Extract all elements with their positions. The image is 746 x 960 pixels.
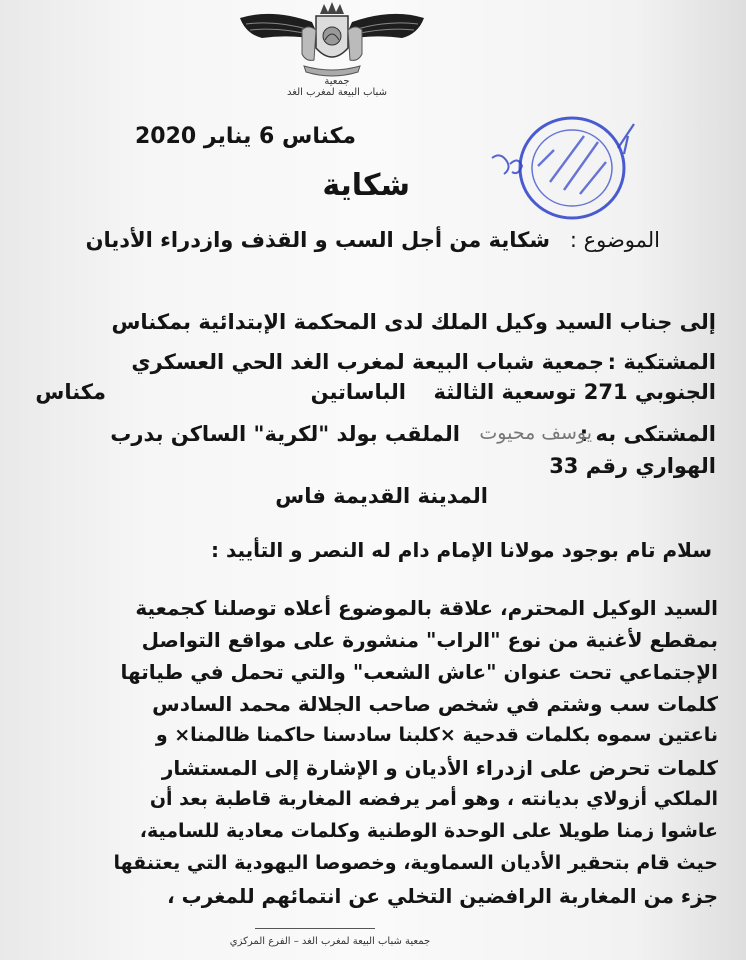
- complainant-city: مكناس: [35, 380, 106, 404]
- defendant-label: المشتكى به :: [579, 422, 716, 446]
- body-line: بمقطع لأغنية من نوع "الراب" منشورة على مواقع التواصل: [141, 628, 718, 652]
- greeting: سلام تام بوجود مولانا الإمام دام له النصر و التأييد :: [210, 538, 712, 562]
- body-line: جزء من المغاربة الرافضين التخلي عن انتمائهم للمغرب ،: [167, 884, 718, 908]
- complainant-line1: جمعية شباب البيعة لمغرب الغد الحي العسكري: [131, 350, 604, 374]
- page-title: شكاية: [322, 168, 410, 203]
- footer-text: جمعية شباب البيعة لمغرب الغد – الفرع المركزي: [229, 936, 431, 947]
- organization-name: جمعية شباب البيعة لمغرب الغد: [287, 76, 387, 98]
- defendant-line3: المدينة القديمة فاس: [275, 484, 488, 508]
- complainant-label: المشتكية :: [607, 350, 716, 374]
- body-line: الملكي أزولاي بديانته ، وهو أمر يرفضه المغاربة قاطبة بعد أن: [149, 788, 718, 810]
- body-line: الإجتماعي تحت عنوان "عاش الشعب" والتي تحمل في طياتها: [120, 660, 718, 684]
- body-line: عاشوا زمنا طويلا على الوحدة الوطنية وكلمات معادية للسامية،: [139, 820, 718, 842]
- date: مكناس 6 يناير 2020: [134, 124, 356, 149]
- subject-label: الموضوع :: [569, 228, 660, 252]
- footer-divider: [255, 928, 375, 929]
- defendant-line2: الهواري رقم 33: [549, 454, 716, 478]
- body-line: حيث قام بتحقير الأديان السماوية، وخصوصا اليهودية التي يعتنقها: [113, 852, 718, 874]
- official-stamp-icon: [488, 112, 638, 224]
- body-line: ناعتين سموه بكلمات قدحية ×كلبنا سادسنا حاكمنا ظالمنا× و: [155, 724, 718, 746]
- body-line: كلمات تحرض على ازدراء الأديان و الإشارة إلى المستشار: [161, 756, 718, 780]
- recipient: إلى جناب السيد وكيل الملك لدى المحكمة الإبتدائية بمكناس: [111, 310, 716, 334]
- body-line: السيد الوكيل المحترم، علاقة بالموضوع أعلاه توصلنا كجمعية: [135, 596, 718, 620]
- defendant-line1: الملقب بولد "لكرية" الساكن بدرب: [110, 422, 460, 446]
- defendant-name: يوسف محيوت: [479, 422, 592, 444]
- complainant-line2: الجنوبي 271 توسعية الثالثة: [433, 380, 716, 404]
- subject: شكاية من أجل السب و القذف وازدراء الأديان: [85, 228, 550, 252]
- body-line: كلمات سب وشتم في شخص صاحب الجلالة محمد السادس: [152, 692, 718, 716]
- complainant-district: الباساتين: [310, 380, 406, 404]
